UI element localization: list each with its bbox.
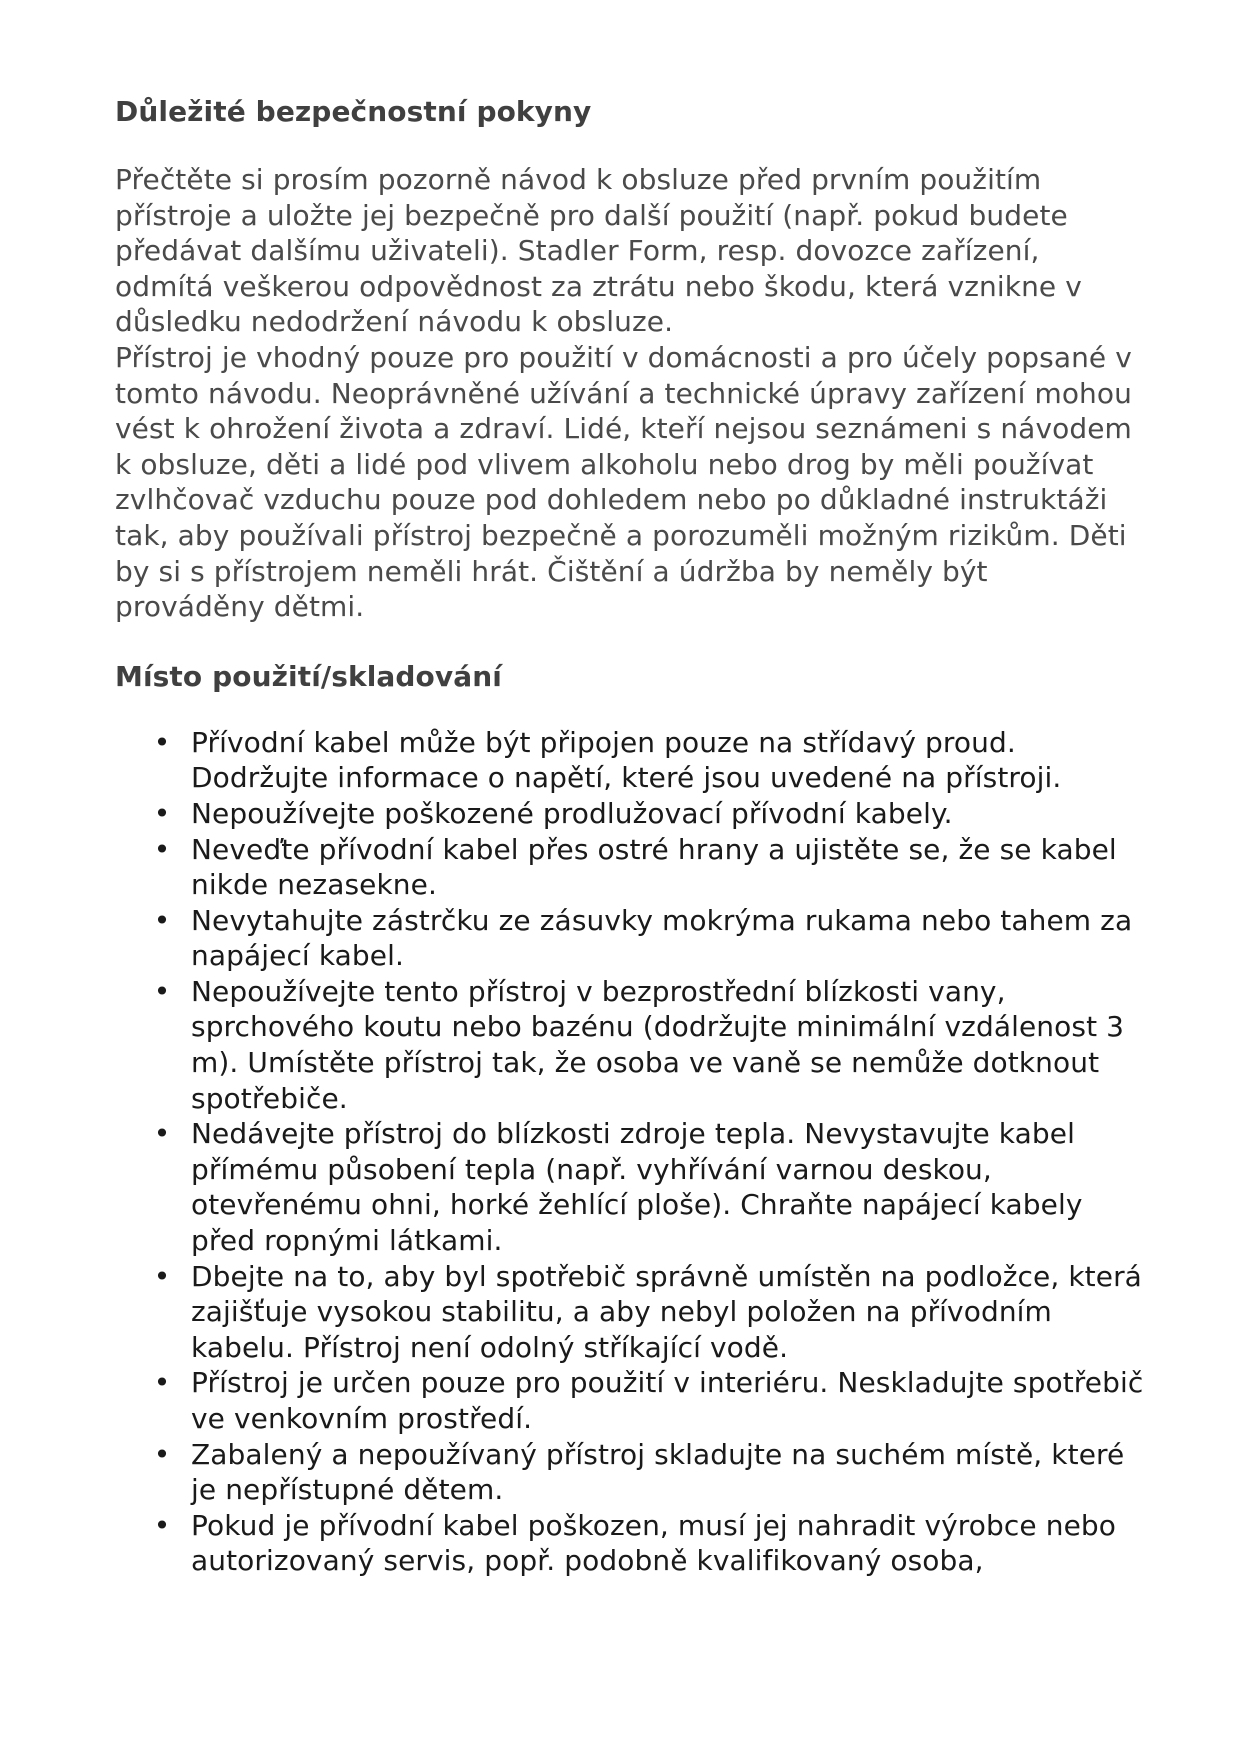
list-item-text: Nepoužívejte tento přístroj v bezprostřední blízkosti vany, sprchového koutu nebo bazénu (dodržujte minimální vzdálenost 3 m). Umístěte přístroj tak, že osoba ve vaně se nemůže dotknout spotřebiče. <box>191 974 1125 1115</box>
bullet-icon: • <box>153 1117 171 1151</box>
bullet-icon: • <box>153 725 171 759</box>
list-item-text: Nedávejte přístroj do blízkosti zdroje tepla. Nevystavujte kabel přímému působení tepla (např. vyhřívání varnou deskou, otevřenému ohni, horké žehlící ploše). Chraňte napájecí kabely před ropnými látkami. <box>191 1117 1083 1258</box>
safety-instructions-body <box>115 162 1145 625</box>
intro-paragraph-1: Přečtěte si prosím pozorně návod k obsluze před prvním použitím přístroje a uložte jej bezpečně pro další použití (např. pokud budete předávat dalšímu uživateli). Stadler Form, resp. dovozce zařízení, odmítá veškerou odpovědnost za ztrátu nebo škodu, která vznikne v důsledku nedodržení návodu k obsluze. <box>115 163 1082 339</box>
safety-instructions-heading: Důležité bezpečnostní pokyny <box>115 95 592 128</box>
bullet-icon: • <box>153 796 171 830</box>
list-item <box>115 1116 1145 1258</box>
list-item <box>115 1508 1145 1579</box>
list-item <box>115 1259 1145 1366</box>
list-item <box>115 832 1145 903</box>
list-item-text: Nevytahujte zástrčku ze zásuvky mokrýma rukama nebo tahem za napájecí kabel. <box>191 903 1133 973</box>
document-page <box>115 92 1145 1579</box>
bullet-icon: • <box>153 1259 171 1293</box>
list-item <box>115 903 1145 974</box>
list-item-text: Dbejte na to, aby byl spotřebič správně umístěn na podložce, která zajišťuje vysokou stabilitu, a aby nebyl položen na přívodním kabelu. Přístroj není odolný stříkající vodě. <box>191 1259 1142 1364</box>
bullet-icon: • <box>153 1437 171 1471</box>
list-item-text: Zabalený a nepoužívaný přístroj skladujte na suchém místě, které je nepřístupné dětem. <box>191 1437 1125 1507</box>
list-item-text: Nepoužívejte poškozené prodlužovací přívodní kabely. <box>191 796 953 830</box>
list-item <box>115 725 1145 796</box>
list-item-text: Pokud je přívodní kabel poškozen, musí jej nahradit výrobce nebo autorizovaný servis, popř. podobně kvalifikovaný osoba, <box>191 1508 1116 1578</box>
bullet-icon: • <box>153 974 171 1008</box>
bullet-icon: • <box>153 1366 171 1400</box>
list-item <box>115 974 1145 1116</box>
list-item <box>115 1437 1145 1508</box>
list-item <box>115 796 1145 832</box>
intro-paragraph-2: Přístroj je vhodný pouze pro použití v domácnosti a pro účely popsané v tomto návodu. Neoprávněné užívání a technické úpravy zařízení mohou vést k ohrožení života a zdraví. Lidé, kteří nejsou seznámeni s návodem k obsluze, děti a lidé pod vlivem alkoholu nebo drog by měli používat zvlhčovač vzduchu pouze pod dohledem nebo po důkladné instruktáži tak, aby používali přístroj bezpečně a porozuměli možným rizikům. Děti by si s přístrojem neměli hrát. Čištění a údržba by neměly být prováděny dětmi. <box>115 340 1132 624</box>
usage-storage-heading: Místo použití/skladování <box>115 659 502 693</box>
bullet-icon: • <box>153 1508 171 1542</box>
list-item <box>115 1365 1145 1436</box>
list-item-text: Neveďte přívodní kabel přes ostré hrany a ujistěte se, že se kabel nikde nezasekne. <box>191 832 1117 902</box>
bullet-icon: • <box>153 832 171 866</box>
list-item-text: Přístroj je určen pouze pro použití v interiéru. Neskladujte spotřebič ve venkovním prostředí. <box>191 1366 1144 1435</box>
usage-storage-list <box>115 725 1145 1579</box>
bullet-icon: • <box>153 903 171 937</box>
list-item-text: Přívodní kabel může být připojen pouze na střídavý proud. Dodržujte informace o napětí, které jsou uvedené na přístroji. <box>191 725 1062 795</box>
